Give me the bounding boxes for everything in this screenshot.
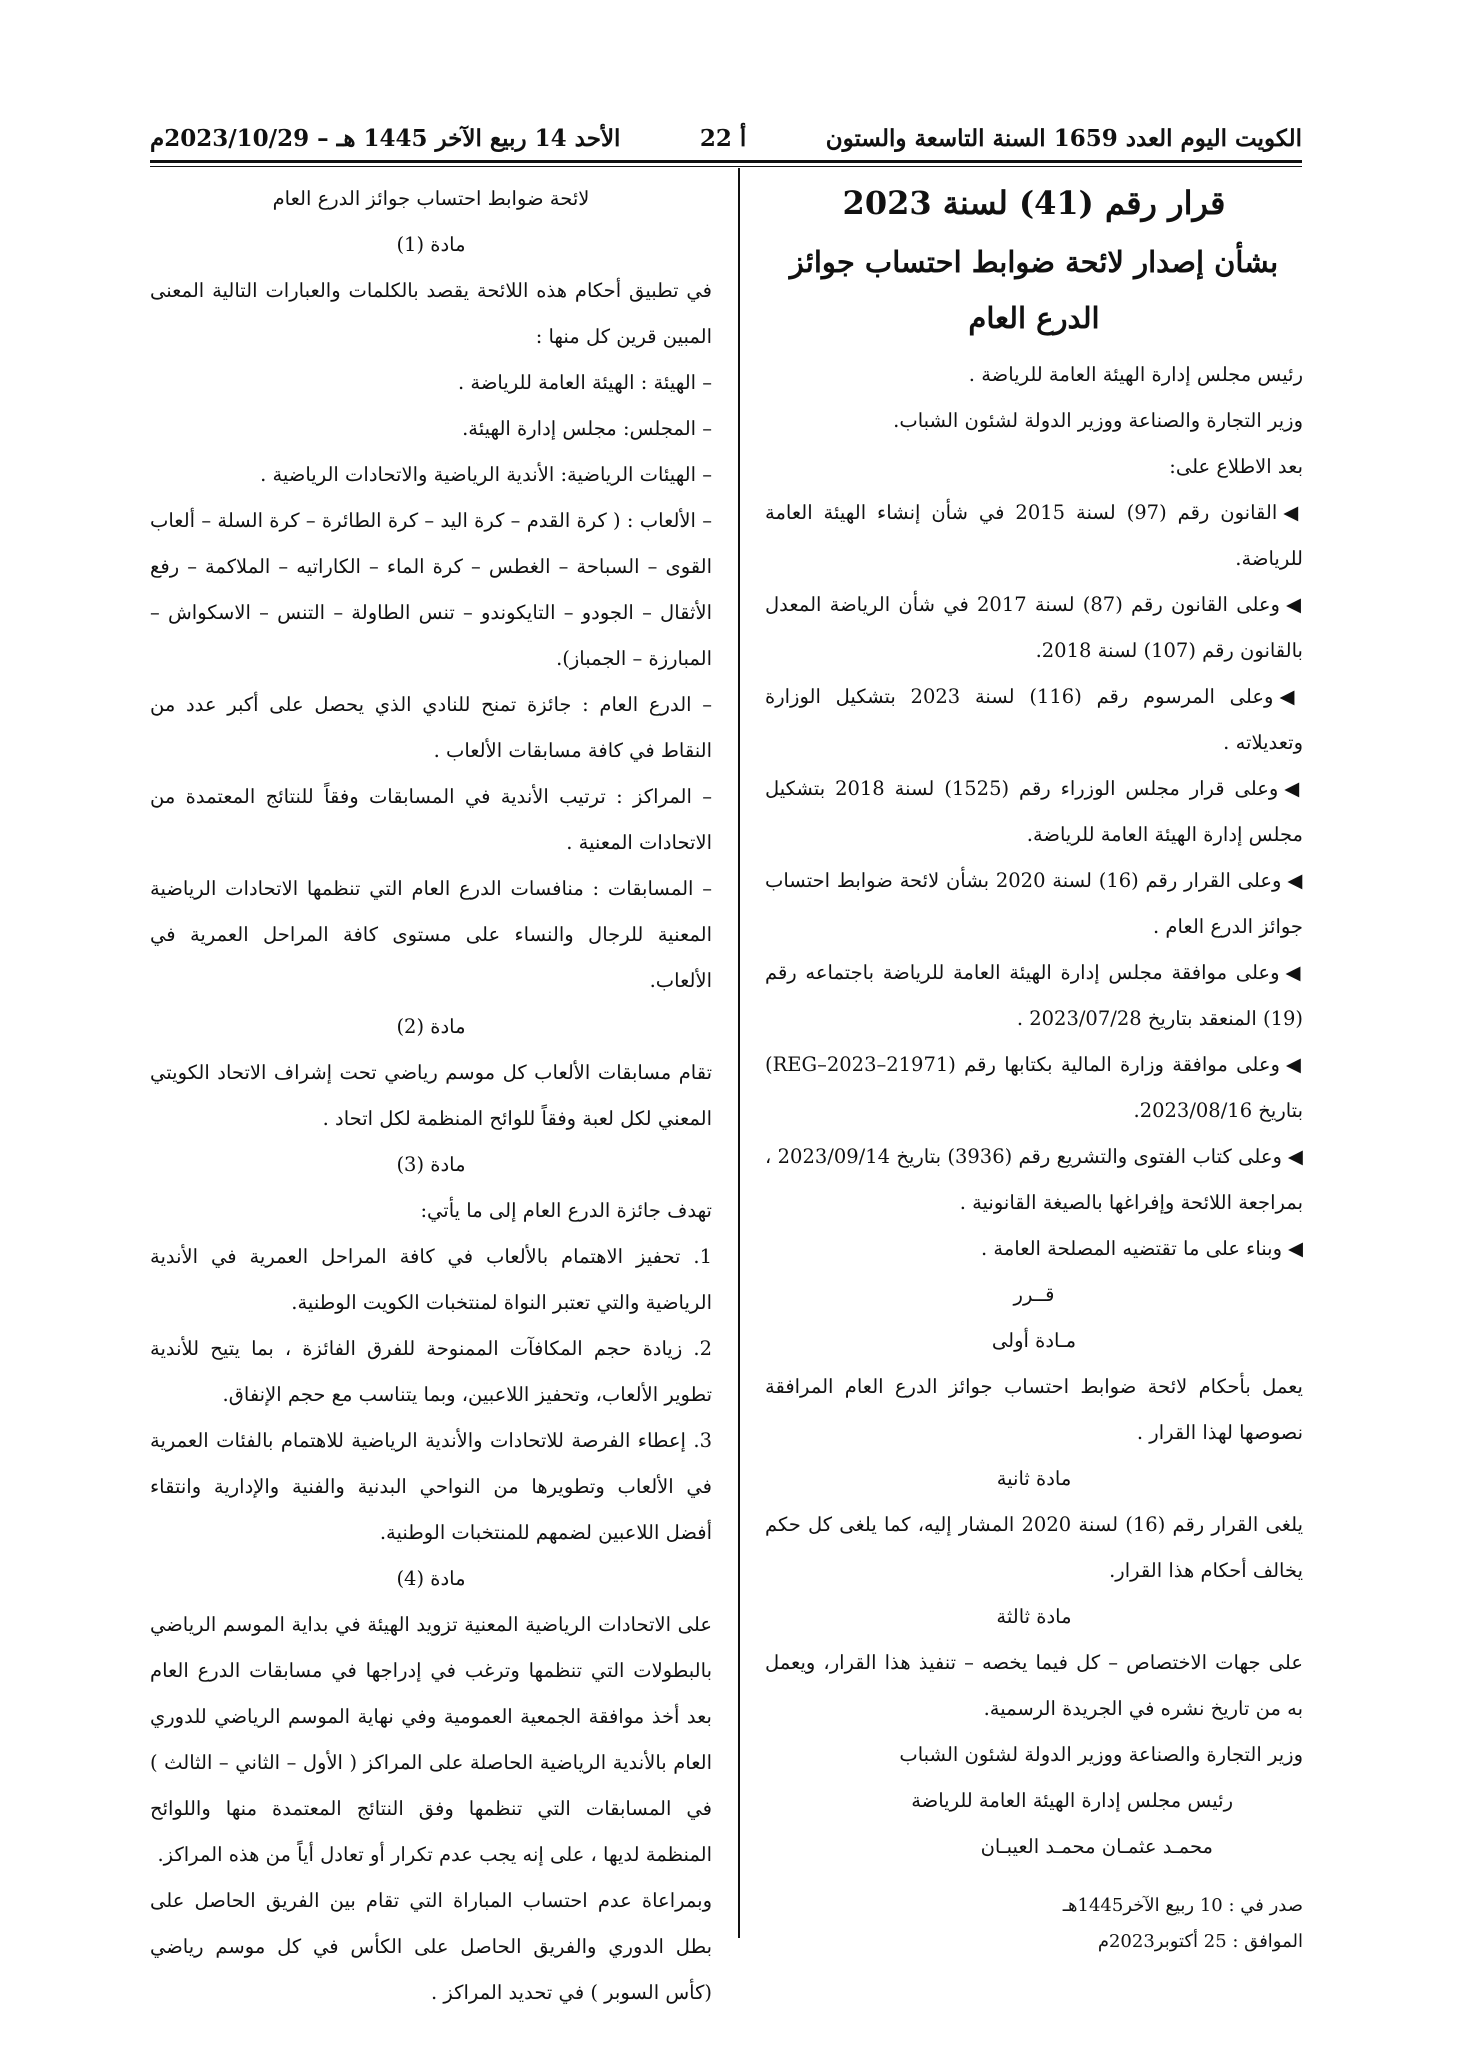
definition-item: – الهيئة : الهيئة العامة للرياضة .	[458, 371, 712, 394]
objective-item: 1. تحفيز الاهتمام بالألعاب في كافة المراحل العمرية في الأندية الرياضية والتي تعتبر النواة لمنتخبات الكويت الوطنية.	[150, 1245, 712, 1314]
decree-subtitle: بشأن إصدار لائحة ضوابط احتساب جوائز الدرع العام	[789, 245, 1279, 335]
definition-item: – الألعاب : ( كرة القدم – كرة اليد – كرة الطائرة – كرة السلة – ألعاب القوى – السباحة – الغطس – كرة الماء – الكاراتيه – الملاكمة – رفع الأثقال – الجودو – التايكوندو – تنس الطاولة – التنس – الاسكواش – المبارزة – الجمباز).	[150, 509, 712, 670]
recital-text: وبناء على ما تقتضيه المصلحة العامة .	[980, 1237, 1282, 1260]
definition-item: – المراكز : ترتيب الأندية في المسابقات وفقاً للنتائج المعتمدة من الاتحادات المعنية .	[150, 785, 712, 854]
definition-item: – المجلس: مجلس إدارة الهيئة.	[462, 417, 712, 440]
arrow-bullet-icon: ◀	[1287, 869, 1304, 892]
arrow-bullet-icon: ◀	[1285, 593, 1303, 616]
recital-text: وعلى القرار رقم (16) لسنة 2020 بشأن لائحة ضوابط احتساب جوائز الدرع العام .	[765, 869, 1303, 938]
spacer	[765, 1870, 1303, 1888]
reg-article-3-heading: مادة (3)	[396, 1153, 466, 1176]
header-rule-thin	[150, 166, 1302, 167]
recital-text: وعلى المرسوم رقم (116) لسنة 2023 بتشكيل الوزارة وتعديلاته .	[765, 685, 1303, 754]
recital-text: وعلى القانون رقم (87) لسنة 2017 في شأن الرياضة المعدل بالقانون رقم (107) لسنة 2018.	[765, 593, 1303, 662]
arrow-bullet-icon: ◀	[1279, 685, 1304, 708]
reg-article-4-note: وبمراعاة عدم احتساب المباراة التي تقام بين الفريق الحاصل على بطل الدوري والفريق الحاصل على الكأس في كل موسم رياضي (كأس السوبر ) في تحديد المراكز .	[150, 1889, 712, 2004]
header-date: الأحد 14 ربيع الآخر 1445 هـ – 2023/10/29م	[150, 124, 621, 152]
signatory-name: محمـد عثمـان محمـد العيبـان	[980, 1835, 1213, 1858]
reg-article-3-intro: تهدف جائزة الدرع العام إلى ما يأتي:	[420, 1199, 712, 1222]
reg-article-1-heading: مادة (1)	[396, 233, 466, 256]
definition-item: – المسابقات : منافسات الدرع العام التي تنظمها الاتحادات الرياضية المعنية للرجال والنساء على مستوى كافة المراحل العمرية في الألعاب.	[150, 877, 712, 992]
article-1-heading: مـادة أولى	[991, 1329, 1077, 1352]
signatory-title-2: رئيس مجلس إدارة الهيئة العامة للرياضة	[911, 1789, 1233, 1812]
objective-item: 2. زيادة حجم المكافآت الممنوحة للفرق الفائزة ، بما يتيح للأندية تطوير الألعاب، وتحفيز اللاعبين، وبما يتناسب مع حجم الإنفاق.	[150, 1337, 712, 1406]
arrow-bullet-icon: ◀	[1287, 1145, 1303, 1168]
recital-item	[765, 950, 1303, 1042]
recital-item	[765, 490, 1303, 582]
decree-title: قرار رقم (41) لسنة 2023	[842, 184, 1226, 222]
article-3-text: على جهات الاختصاص – كل فيما يخصه – تنفيذ هذا القرار، ويعمل به من تاريخ نشره في الجريدة الرسمية.	[765, 1651, 1303, 1720]
header-issue: الكويت اليوم العدد 1659 السنة التاسعة والستون	[825, 124, 1302, 152]
regulation-title: لائحة ضوابط احتساب جوائز الدرع العام	[272, 187, 590, 210]
recital-text: وعلى موافقة وزارة المالية بكتابها رقم (REG–2023–21971) بتاريخ 2023/08/16.	[765, 1053, 1303, 1122]
reg-article-2-heading: مادة (2)	[396, 1015, 466, 1038]
arrow-bullet-icon: ◀	[1283, 501, 1304, 524]
reg-article-4-heading: مادة (4)	[396, 1567, 466, 1590]
header-rule	[150, 160, 1302, 163]
article-2-text: يلغى القرار رقم (16) لسنة 2020 المشار إليه، كما يلغى كل حكم يخالف أحكام هذا القرار.	[765, 1513, 1303, 1582]
regulation-column	[150, 176, 712, 2016]
recital-item	[765, 1042, 1303, 1134]
definition-item: – الهيئات الرياضية: الأندية الرياضية والاتحادات الرياضية .	[260, 463, 712, 486]
arrow-bullet-icon: ◀	[1284, 777, 1304, 800]
decided-heading: قــرر	[1013, 1283, 1055, 1306]
issue-date-hijri: صدر في : 10 ربيع الآخر1445هـ	[1062, 1895, 1303, 1916]
issue-date-gregorian: الموافق : 25 أكتوبر2023م	[1097, 1931, 1303, 1952]
recital-item	[765, 582, 1303, 674]
signatory-title-1: وزير التجارة والصناعة ووزير الدولة لشئون الشباب	[899, 1743, 1303, 1766]
header-page-number: أ 22	[699, 124, 747, 152]
definition-item: – الدرع العام : جائزة تمنح للنادي الذي يحصل على أكبر عدد من النقاط في كافة مسابقات الألعاب .	[150, 693, 712, 762]
recitals-intro: بعد الاطلاع على:	[1169, 455, 1303, 478]
recital-item	[765, 1134, 1303, 1226]
page-header	[150, 118, 1302, 158]
recital-text: وعلى موافقة مجلس إدارة الهيئة العامة للرياضة باجتماعه رقم (19) المنعقد بتاريخ 2023/07/28 .	[765, 961, 1303, 1030]
reg-article-2-text: تقام مسابقات الألعاب كل موسم رياضي تحت إشراف الاتحاد الكويتي المعني لكل لعبة وفقاً للوائح المنظمة لكل اتحاد .	[150, 1061, 712, 1130]
article-2-heading: مادة ثانية	[996, 1467, 1072, 1490]
recital-text: وعلى قرار مجلس الوزراء رقم (1525) لسنة 2018 بتشكيل مجلس إدارة الهيئة العامة للرياضة.	[765, 777, 1303, 846]
arrow-bullet-icon: ◀	[1285, 961, 1303, 984]
recital-item	[765, 766, 1303, 858]
objective-item: 3. إعطاء الفرصة للاتحادات والأندية الرياضية للاهتمام بالفئات العمرية في الألعاب وتطويرها من النواحي البدنية والفنية والإدارية وانتقاء أفضل اللاعبين لضمهم للمنتخبات الوطنية.	[150, 1429, 712, 1544]
reg-article-4-text: على الاتحادات الرياضية المعنية تزويد الهيئة في بداية الموسم الرياضي بالبطولات التي تنظمها وترغب في إدراجها في مسابقات الدرع العام بعد أخذ موافقة الجمعية العمومية وفي نهاية الموسم الرياضي للدوري العام بالأندية الرياضية الحاصلة على المراكز ( الأول – الثاني – الثالث ) في المسابقات التي تنظمها وفق النتائج المعتمدة منها واللوائح المنظمة لديها ، على إنه يجب عدم تكرار أو تعادل أياً من هذه المراكز.	[150, 1613, 712, 1866]
recital-item	[765, 1226, 1303, 1272]
issuer-line-1: رئيس مجلس إدارة الهيئة العامة للرياضة .	[968, 363, 1303, 386]
decree-column	[765, 176, 1303, 1960]
reg-article-1-intro: في تطبيق أحكام هذه اللائحة يقصد بالكلمات والعبارات التالية المعنى المبين قرين كل منها :	[150, 279, 712, 348]
article-1-text: يعمل بأحكام لائحة ضوابط احتساب جوائز الدرع العام المرافقة نصوصها لهذا القرار .	[765, 1375, 1303, 1444]
arrow-bullet-icon: ◀	[1285, 1053, 1303, 1076]
column-divider	[738, 168, 740, 1938]
article-3-heading: مادة ثالثة	[996, 1605, 1072, 1628]
recital-text: القانون رقم (97) لسنة 2015 في شأن إنشاء الهيئة العامة للرياضة.	[765, 501, 1303, 570]
recital-item	[765, 858, 1303, 950]
issuer-line-2: وزير التجارة والصناعة ووزير الدولة لشئون الشباب.	[893, 409, 1303, 432]
recital-item	[765, 674, 1303, 766]
arrow-bullet-icon: ◀	[1288, 1237, 1303, 1260]
recital-text: وعلى كتاب الفتوى والتشريع رقم (3936) بتاريخ 2023/09/14 ، بمراجعة اللائحة وإفراغها بالصيغة القانونية .	[765, 1145, 1303, 1214]
